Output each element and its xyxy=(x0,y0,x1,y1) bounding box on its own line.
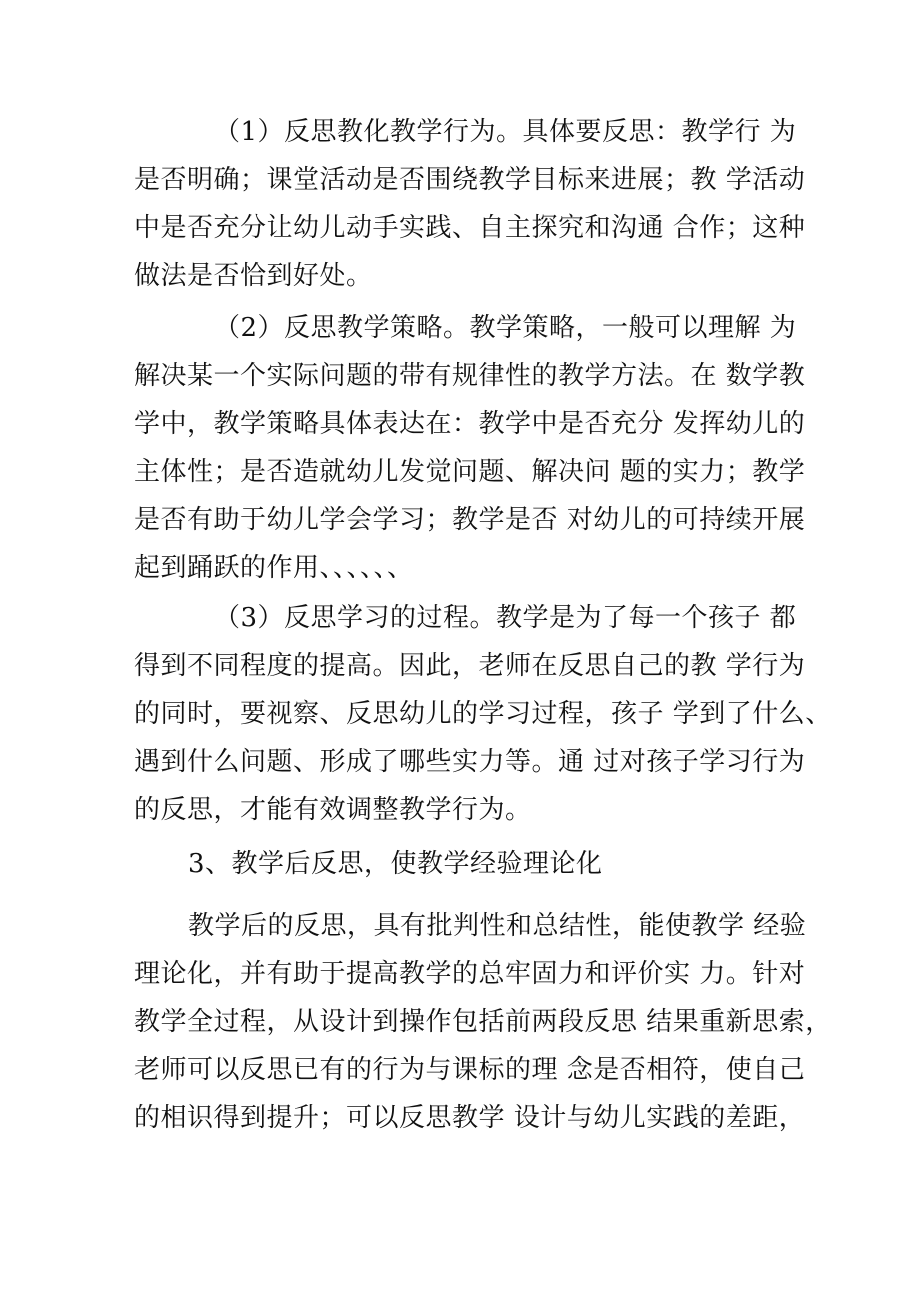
paragraph-4-line-1: 教学后的反思，具有批判性和总结性，能使教学 经验 xyxy=(188,911,807,941)
paragraph-4-line-3: 教学全过程，从设计到操作包括前两段反思 结果重新思索， xyxy=(134,1007,832,1037)
paragraph-2-line-5: 是否有助于幼儿学会学习；教学是否 对幼儿的可持续开展 xyxy=(134,505,806,535)
paragraph-3-line-4: 遇到什么问题、形成了哪些实力等。通 过对孩子学习行为 xyxy=(134,747,806,777)
paragraph-2-line-4: 主体性；是否造就幼儿发觉问题、解决问 题的实力；教学 xyxy=(134,457,806,487)
paragraph-4-line-5: 的相识得到提升；可以反思教学 设计与幼儿实践的差距， xyxy=(134,1103,806,1133)
paragraph-4-line-2: 理论化，并有助于提高教学的总牢固力和评价实 力。针对 xyxy=(134,959,806,989)
paragraph-2-line-6: 起到踊跃的作用、、、、、、 xyxy=(134,553,414,583)
paragraph-3-line-1: （3）反思学习的过程。教学是为了每一个孩子 都 xyxy=(214,603,797,633)
paragraph-3-line-2: 得到不同程度的提高。因此，老师在反思自己的教 学行为 xyxy=(134,651,806,681)
paragraph-1-line-2: 是否明确；课堂活动是否围绕教学目标来进展；教 学活动 xyxy=(134,165,806,195)
section-heading: 3、教学后反思，使教学经验理论化 xyxy=(188,849,603,879)
paragraph-3-line-5: 的反思，才能有效调整教学行为。 xyxy=(134,795,532,825)
paragraph-4-line-4: 老师可以反思已有的行为与课标的理 念是否相符，使自己 xyxy=(134,1055,806,1085)
paragraph-1-line-4: 做法是否恰到好处。 xyxy=(134,261,373,291)
paragraph-1-line-1: （1）反思教化教学行为。具体要反思：教学行 为 xyxy=(214,117,797,147)
paragraph-3-line-3: 的同时，要视察、反思幼儿的学习过程，孩子 学到了什么、 xyxy=(134,699,832,729)
paragraph-2-line-3: 学中，教学策略具体表达在：教学中是否充分 发挥幼儿的 xyxy=(134,409,806,439)
paragraph-1-line-3: 中是否充分让幼儿动手实践、自主探究和沟通 合作；这种 xyxy=(134,213,806,243)
paragraph-2-line-1: （2）反思教学策略。教学策略，一般可以理解 为 xyxy=(214,313,797,343)
paragraph-2-line-2: 解决某一个实际问题的带有规律性的教学方法。在 数学教 xyxy=(134,361,806,391)
